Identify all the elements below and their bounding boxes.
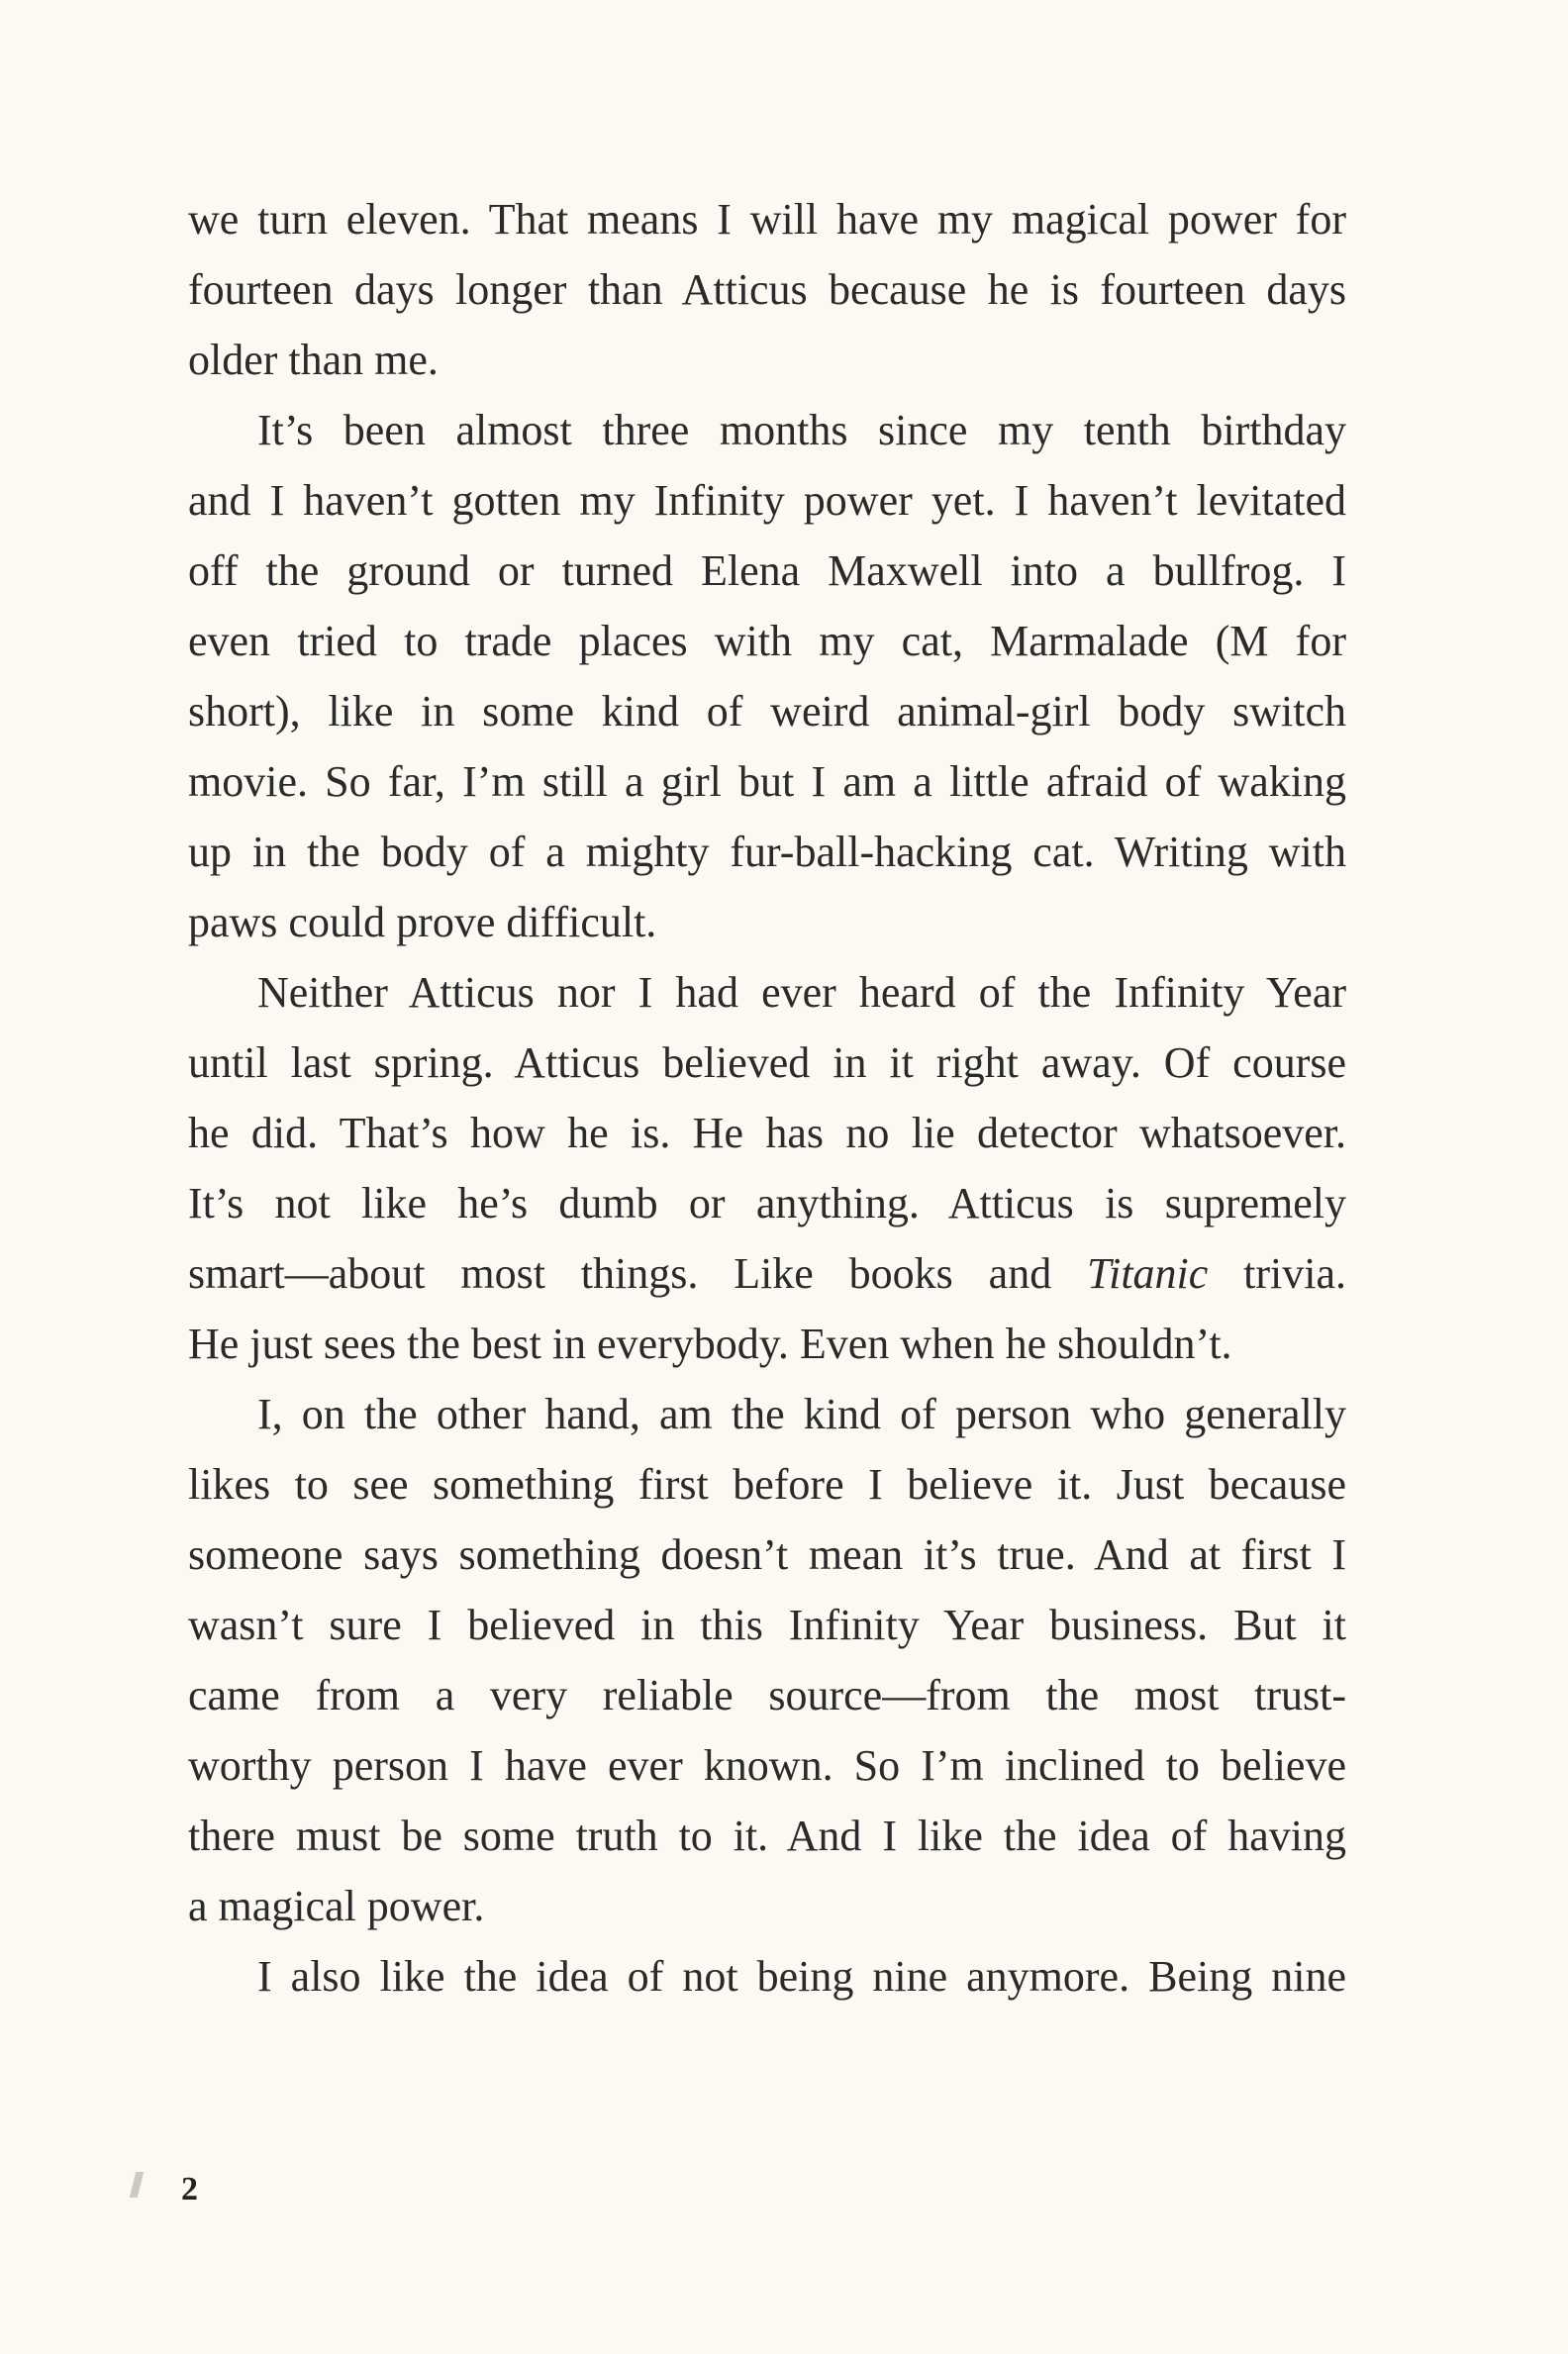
- text-line: off the ground or turned Elena Maxwell into a bullfrog. I: [188, 546, 1346, 595]
- page-number: 2: [181, 2171, 198, 2207]
- text-line: and I haven’t gotten my Infinity power yet. I haven’t levitated: [188, 476, 1346, 525]
- text-line: he did. That’s how he is. He has no lie detector whatsoever.: [188, 1109, 1346, 1157]
- text-line: fourteen days longer than Atticus because he is fourteen days: [188, 265, 1346, 314]
- text-line: came from a very reliable source—from the most trust-: [188, 1671, 1346, 1719]
- text-line: wasn’t sure I believed in this Infinity Year business. But it: [188, 1601, 1346, 1649]
- paragraph-first-line: I, on the other hand, am the kind of person who generally: [257, 1390, 1346, 1438]
- text-line: there must be some truth to it. And I like the idea of having: [188, 1812, 1346, 1860]
- text-line: movie. So far, I’m still a girl but I am a little afraid of waking: [188, 757, 1346, 806]
- paragraph-first-line: It’s been almost three months since my tenth birthday: [257, 406, 1346, 454]
- text-line-with-italic: [188, 1238, 1346, 1309]
- text-line: It’s not like he’s dumb or anything. Atticus is supremely: [188, 1179, 1346, 1227]
- text-line: even tried to trade places with my cat, Marmalade (M for: [188, 617, 1346, 665]
- text-segment: smart—about most things. Like books and: [188, 1249, 1088, 1298]
- page-smudge-mark: [130, 2172, 144, 2198]
- text-line: someone says something doesn’t mean it’s true. And at first I: [188, 1530, 1346, 1579]
- text-line: up in the body of a mighty fur-ball-hacking cat. Writing with: [188, 828, 1346, 876]
- text-line: until last spring. Atticus believed in it right away. Of course: [188, 1038, 1346, 1087]
- text-segment: trivia.: [1208, 1249, 1347, 1298]
- text-line: likes to see something first before I believe it. Just because: [188, 1460, 1346, 1509]
- text-line: a magical power.: [188, 1882, 485, 1930]
- text-line: worthy person I have ever known. So I’m inclined to believe: [188, 1741, 1346, 1790]
- text-line: older than me.: [188, 336, 439, 384]
- body-text: [188, 184, 1346, 2011]
- text-line: He just sees the best in everybody. Even when he shouldn’t.: [188, 1320, 1232, 1368]
- italic-title: Titanic: [1087, 1249, 1209, 1298]
- paragraph-first-line: Neither Atticus nor I had ever heard of the Infinity Year: [257, 968, 1346, 1017]
- text-line: short), like in some kind of weird animal-girl body switch: [188, 687, 1346, 736]
- text-line: we turn eleven. That means I will have my magical power for: [188, 195, 1346, 244]
- text-line: paws could prove difficult.: [188, 898, 657, 946]
- paragraph-first-line: I also like the idea of not being nine anymore. Being nine: [257, 1952, 1346, 2001]
